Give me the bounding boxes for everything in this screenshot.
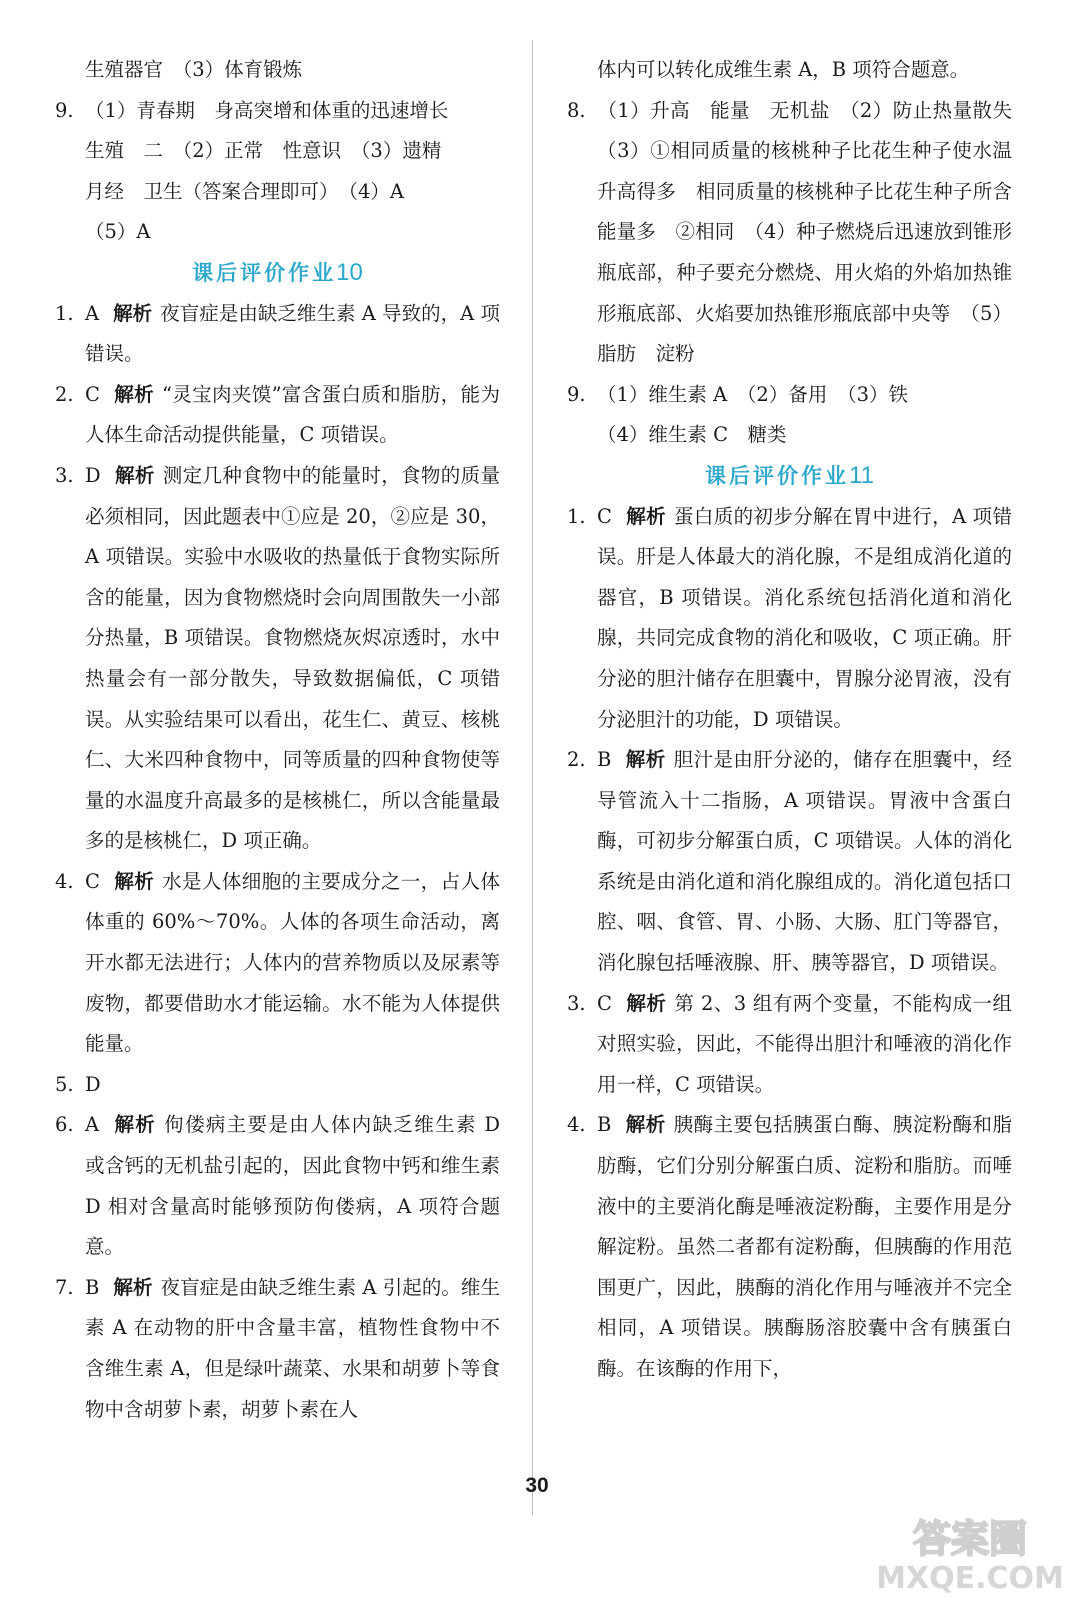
answer-item: 3. D 解析 测定几种食物中的能量时，食物的质量必须相同，因此题表中①应是 20，②应是 30，A 项错误。实验中水吸收的热量低于食物实际所含的能量，因为食物燃烧时会向周围散失一小部分热量，B 项错误。食物燃烧灰烬凉透时，水中热量会有一部分散失，导致数据偏低，C 项错误。从实验结果可以看出，花生仁、黄豆、核桃仁、大米四种食物中，同等质量的四种食物使等量的水温度升高最多的是核桃仁，所以含能量最多的是核桃仁，D 项正确。 xyxy=(55,463,500,853)
question-number: 9. xyxy=(567,382,586,406)
question-9: 9. （1）青春期 身高突增和体重的迅速增长 xyxy=(55,91,500,132)
answer-item: 4. B 解析 胰酶主要包括胰蛋白酶、胰淀粉酶和脂肪酶，它们分别分解蛋白质、淀粉和脂肪。而唾液中的主要消化酶是唾液淀粉酶，主要作用是分解淀粉。虽然二者都有淀粉酶，但胰酶的作用范围更广，因此，胰酶的消化作用与唾液并不完全相同，A 项错误。胰酶肠溶胶囊中含有胰蛋白酶。在该酶的作用下， xyxy=(567,1113,1012,1380)
answer-line: （5）A xyxy=(85,220,151,244)
left-column xyxy=(55,50,500,1430)
column-divider xyxy=(532,40,533,1515)
section-heading-11: 课后评价作业11 xyxy=(705,461,874,489)
answer-item: 3. C 解析 第 2、3 组有两个变量，不能构成一组对照实验，因此，不能得出胆汁和唾液的消化作用一样，C 项错误。 xyxy=(567,991,1012,1096)
question-number: 9. xyxy=(55,98,74,122)
watermark-logo xyxy=(870,1508,1065,1594)
right-column xyxy=(567,50,1032,1390)
question-number: 8. xyxy=(567,98,586,122)
watermark-top: 答案圈 xyxy=(912,1517,1028,1561)
answer-item: 2. B 解析 胆汁是由肝分泌的，储存在胆囊中，经导管流入十二指肠，A 项错误。胃液中含蛋白酶，可初步分解蛋白质，C 项错误。人体的消化系统是由消化道和消化腺组成的。消化道包括口腔、咽、食管、胃、小肠、大肠、肛门等器官，消化腺包括唾液腺、肝、胰等器官，D 项错误。 xyxy=(567,748,1012,975)
question-8: 8. （1）升高 能量 无机盐 （2）防止热量散失 （3）①相同质量的核桃种子比花生种子使水温升高得多 相同质量的核桃种子比花生种子所含能量多 ②相同 （4）种子燃烧后迅速放到锥形瓶底部，种子要充分燃烧、用火焰的外焰加热锥形瓶底部、火焰要加热锥形瓶底部中央等 （5）脂肪 淀粉 xyxy=(567,91,1012,375)
answer-line: （4）维生素 C 糖类 xyxy=(597,423,787,447)
answer-item: 2. C 解析 “灵宝肉夹馍”富含蛋白质和脂肪，能为人体生命活动提供能量，C 项错误。 xyxy=(55,382,500,447)
section-heading-10: 课后评价作业10 xyxy=(192,258,363,286)
answer-item: 1. A 解析 夜盲症是由缺乏维生素 A 导致的，A 项错误。 xyxy=(55,301,500,366)
watermark-bottom: MXQE.COM xyxy=(876,1561,1064,1594)
answer-item: 5. D xyxy=(55,1072,101,1096)
answer-item: 1. C 解析 蛋白质的初步分解在胃中进行，A 项错误。肝是人体最大的消化腺，不是组成消化道的器官，B 项错误。消化系统包括消化道和消化腺，共同完成食物的消化和吸收，C 项正确。肝分泌的胆汁储存在胆囊中，胃腺分泌胃液，没有分泌胆汁的功能，D 项错误。 xyxy=(567,504,1012,731)
answer-item: 4. C 解析 水是人体细胞的主要成分之一，占人体体重的 60%～70%。人体的各项生命活动，离开水都无法进行；人体内的营养物质以及尿素等废物，都要借助水才能运输。水不能为人体提供能量。 xyxy=(55,869,500,1056)
page-number: 30 xyxy=(525,1474,549,1497)
answer-item: 7. B 解析 夜盲症是由缺乏维生素 A 引起的。维生素 A 在动物的肝中含量丰富，植物性食物中不含维生素 A，但是绿叶蔬菜、水果和胡萝卜等食物中含胡萝卜素，胡萝卜素在人 xyxy=(55,1275,500,1421)
answer-line: 月经 卫生（答案合理即可） （4）A xyxy=(85,179,404,203)
answer-item: 6. A 解析 佝偻病主要是由人体内缺乏维生素 D 或含钙的无机盐引起的，因此食物中钙和维生素 D 相对含量高时能够预防佝偻病，A 项符合题意。 xyxy=(55,1113,500,1259)
answer-line: 生殖 二 （2）正常 性意识 （3）遗精 xyxy=(85,139,442,163)
continued-line: 生殖器官 （3）体育锻炼 xyxy=(85,58,303,81)
continued-line: 体内可以转化成维生素 A，B 项符合题意。 xyxy=(597,58,970,81)
question-9: 9. （1）维生素 A （2）备用 （3）铁 xyxy=(567,375,1012,416)
